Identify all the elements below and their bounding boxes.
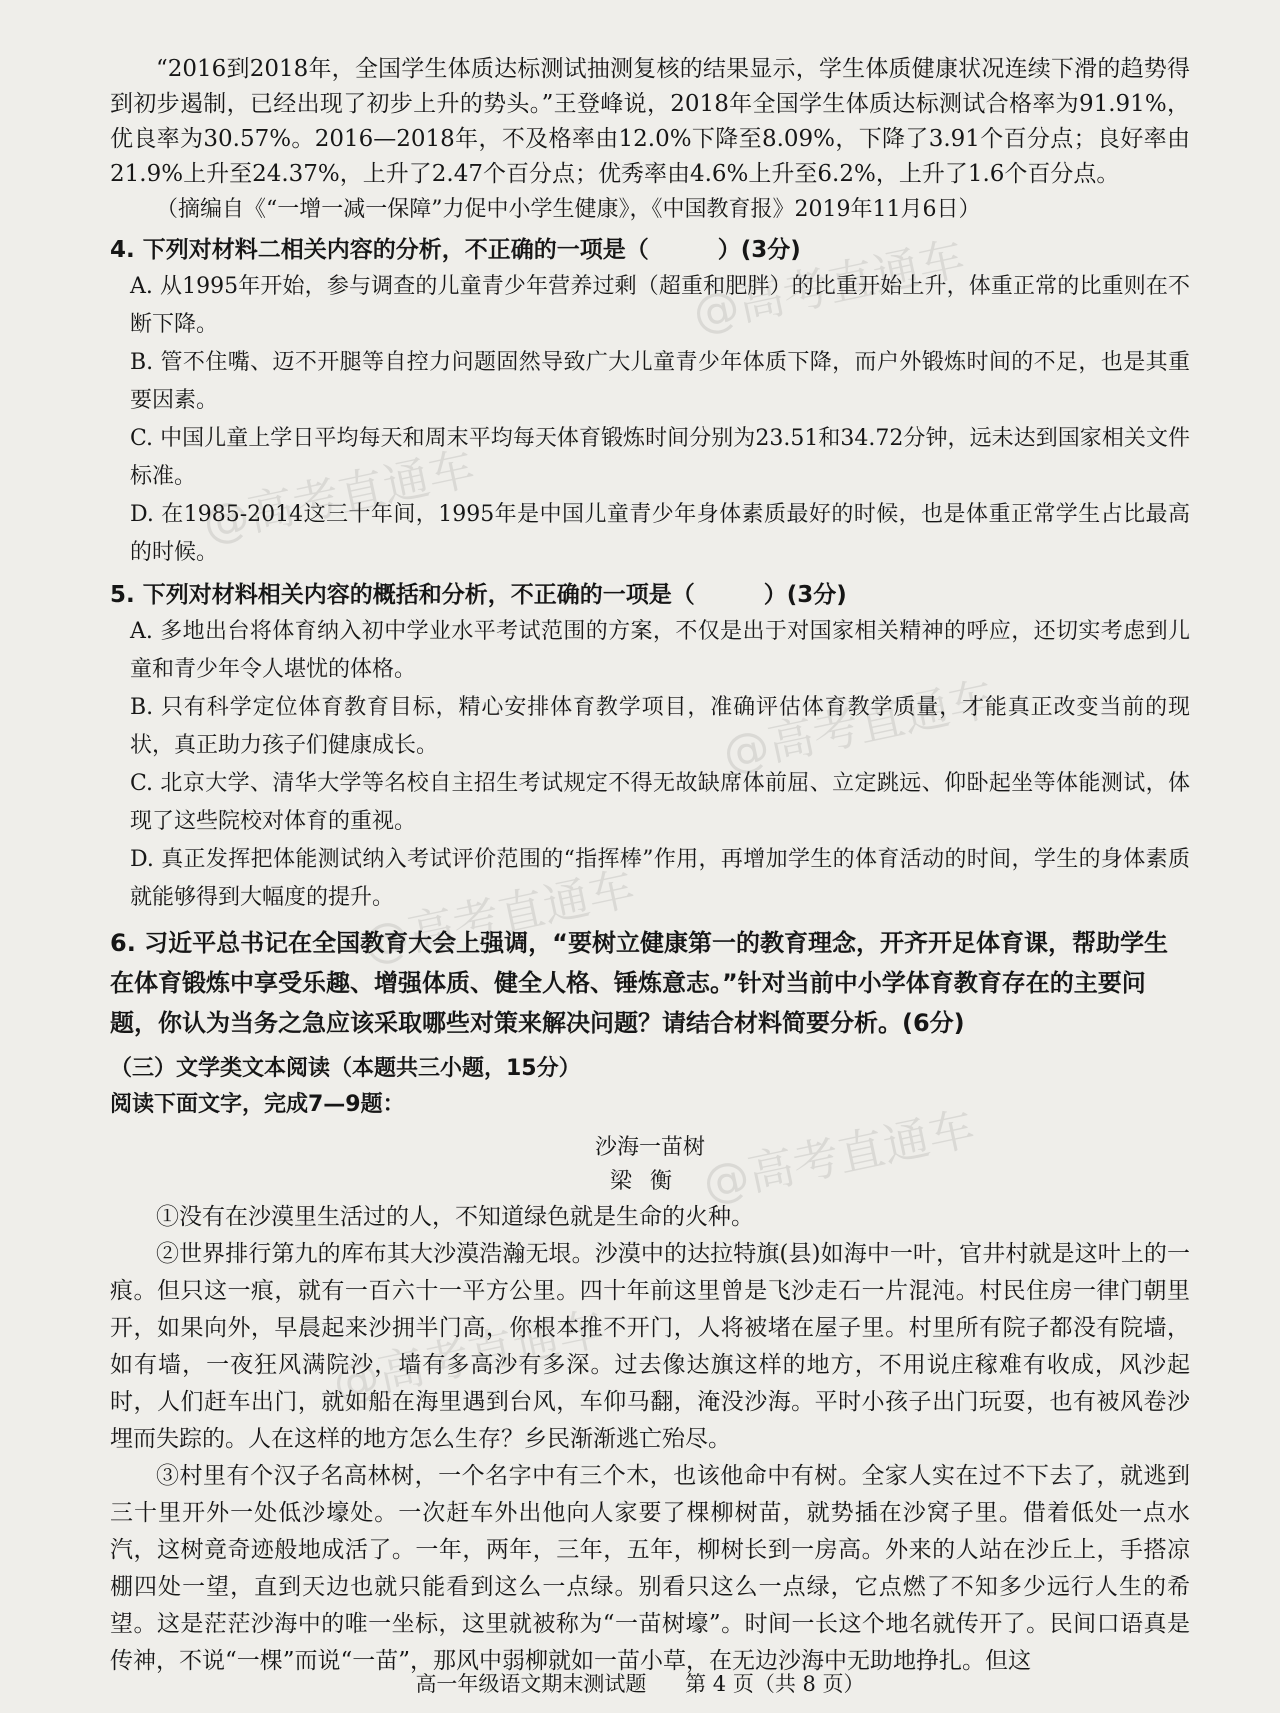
story-title: 沙海一苗树 [594, 1135, 705, 1160]
reading-instruction: 阅读下面文字，完成7—9题： [110, 1092, 405, 1117]
watermark: @高考直通车 [198, 440, 480, 552]
content [110, 52, 1190, 1680]
question-6: 6. 习近平总书记在全国教育大会上强调，“要树立健康第一的教育理念，开齐开足体育课，帮助学生在体育锻炼中享受乐趣、增强体质、健全人格、锤炼意志。”针对当前中小学体育教育存在的主要问题，你认为当务之急应该采取哪些对策来解决问题？请结合材料简要分析。(6分) [110, 929, 1168, 1037]
page-number: 第 4 页（共 8 页） [685, 1672, 865, 1696]
story-paragraph: ③村里有个汉子名高林树，一个名字中有三个木，也该他命中有树。全家人实在过不下去了，就逃到三十里开外一处低沙壕处。一次赶车外出他向人家要了棵柳树苗，就势插在沙窝子里。借着低处一点水汽，这树竟奇迹般地成活了。一年，两年，三年，五年，柳树长到一房高。外来的人站在沙丘上，手搭凉棚四处一望，直到天边也就只能看到这么一点绿。别看只这么一点绿，它点燃了不知多少远行人生的希望。这是茫茫沙海中的唯一坐标，这里就被称为“一苗树壕”。时间一长这个地名就传开了。民间口语真是传神，不说“一棵”而说“一苗”，那风中弱柳就如一苗小草，在无边沙海中无助地挣扎。但这 [110, 1463, 1190, 1674]
page-footer [0, 1670, 1280, 1698]
footer-title: 高一年级语文期末测试题 [415, 1672, 647, 1696]
source-citation: （摘编自《“一增一减一保障”力促中小学生健康》，《中国教育报》2019年11月6日） [156, 197, 981, 222]
watermark: @高考直通车 [688, 230, 970, 342]
story-paragraph: ①没有在沙漠里生活过的人，不知道绿色就是生命的火种。 [156, 1204, 754, 1230]
section-heading: （三）文学类文本阅读（本题共三小题，15分） [110, 1056, 581, 1081]
story-paragraph: ②世界排行第九的库布其大沙漠浩瀚无垠。沙漠中的达拉特旗(县)如海中一叶，官井村就是这叶上的一痕。但只这一痕，就有一百六十一平方公里。四十年前这里曾是飞沙走石一片混沌。村民住房一律门朝里开，如果向外，早晨起来沙拥半门高，你根本推不开门，人将被堵在屋子里。村里所有院子都没有院墙，如有墙，一夜狂风满院沙，墙有多高沙有多深。过去像达旗这样的地方，不用说庄稼难有收成，风沙起时，人们赶车出门，就如船在海里遇到台风，车仰马翻，淹没沙海。平时小孩子出门玩耍，也有被风卷沙埋而失踪的。人在这样的地方怎么生存？乡民渐渐逃亡殆尽。 [110, 1241, 1190, 1452]
story-author: 梁衡 [609, 1169, 690, 1194]
watermark: @高考直通车 [718, 670, 1000, 782]
question-4-option-a: A. 从1995年开始，参与调查的儿童青少年营养过剩（超重和肥胖）的比重开始上升，体重正常的比重则在不断下降。 [130, 274, 1190, 337]
question-4-option-b: B. 管不住嘴、迈不开腿等自控力问题固然导致广大儿童青少年体质下降，而户外锻炼时间的不足，也是其重要因素。 [130, 350, 1190, 413]
question-5-option-a: A. 多地出台将体育纳入初中学业水平考试范围的方案，不仅是出于对国家相关精神的呼应，还切实考虑到儿童和青少年令人堪忧的体格。 [130, 619, 1190, 682]
watermark: @高考直通车 [698, 1100, 980, 1212]
question-5-option-d: D. 真正发挥把体能测试纳入考试评价范围的“指挥棒”作用，再增加学生的体育活动的时间，学生的身体素质就能够得到大幅度的提升。 [130, 847, 1190, 910]
watermark: @高考直通车 [358, 860, 640, 972]
question-4-stem: 4. 下列对材料二相关内容的分析，不正确的一项是（ ）(3分) [110, 237, 801, 263]
question-5-option-c: C. 北京大学、清华大学等名校自主招生考试规定不得无故缺席体前屈、立定跳远、仰卧起坐等体能测试，体现了这些院校对体育的重视。 [130, 771, 1190, 834]
question-5-stem: 5. 下列对材料相关内容的概括和分析，不正确的一项是（ ）(3分) [110, 582, 847, 608]
question-4-option-c: C. 中国儿童上学日平均每天和周末平均每天体育锻炼时间分别为23.51和34.72分钟，远未达到国家相关文件标准。 [130, 426, 1190, 489]
material-paragraph: “2016到2018年，全国学生体质达标测试抽测复核的结果显示，学生体质健康状况连续下滑的趋势得到初步遏制，已经出现了初步上升的势头。”王登峰说，2018年全国学生体质达标测试合格率为91.91%，优良率为30.57%。2016—2018年，不及格率由12.0%下降至8.09%，下降了3.91个百分点；良好率由21.9%上升至24.37%，上升了2.47个百分点；优秀率由4.6%上升至6.2%，上升了1.6个百分点。 [110, 56, 1190, 187]
question-4-option-d: D. 在1985-2014这三十年间，1995年是中国儿童青少年身体素质最好的时候，也是体重正常学生占比最高的时候。 [130, 502, 1190, 565]
question-5-option-b: B. 只有科学定位体育教育目标，精心安排体育教学项目，准确评估体育教学质量，才能真正改变当前的现状，真正助力孩子们健康成长。 [130, 695, 1190, 758]
watermark: @高考直通车 [328, 1300, 610, 1412]
